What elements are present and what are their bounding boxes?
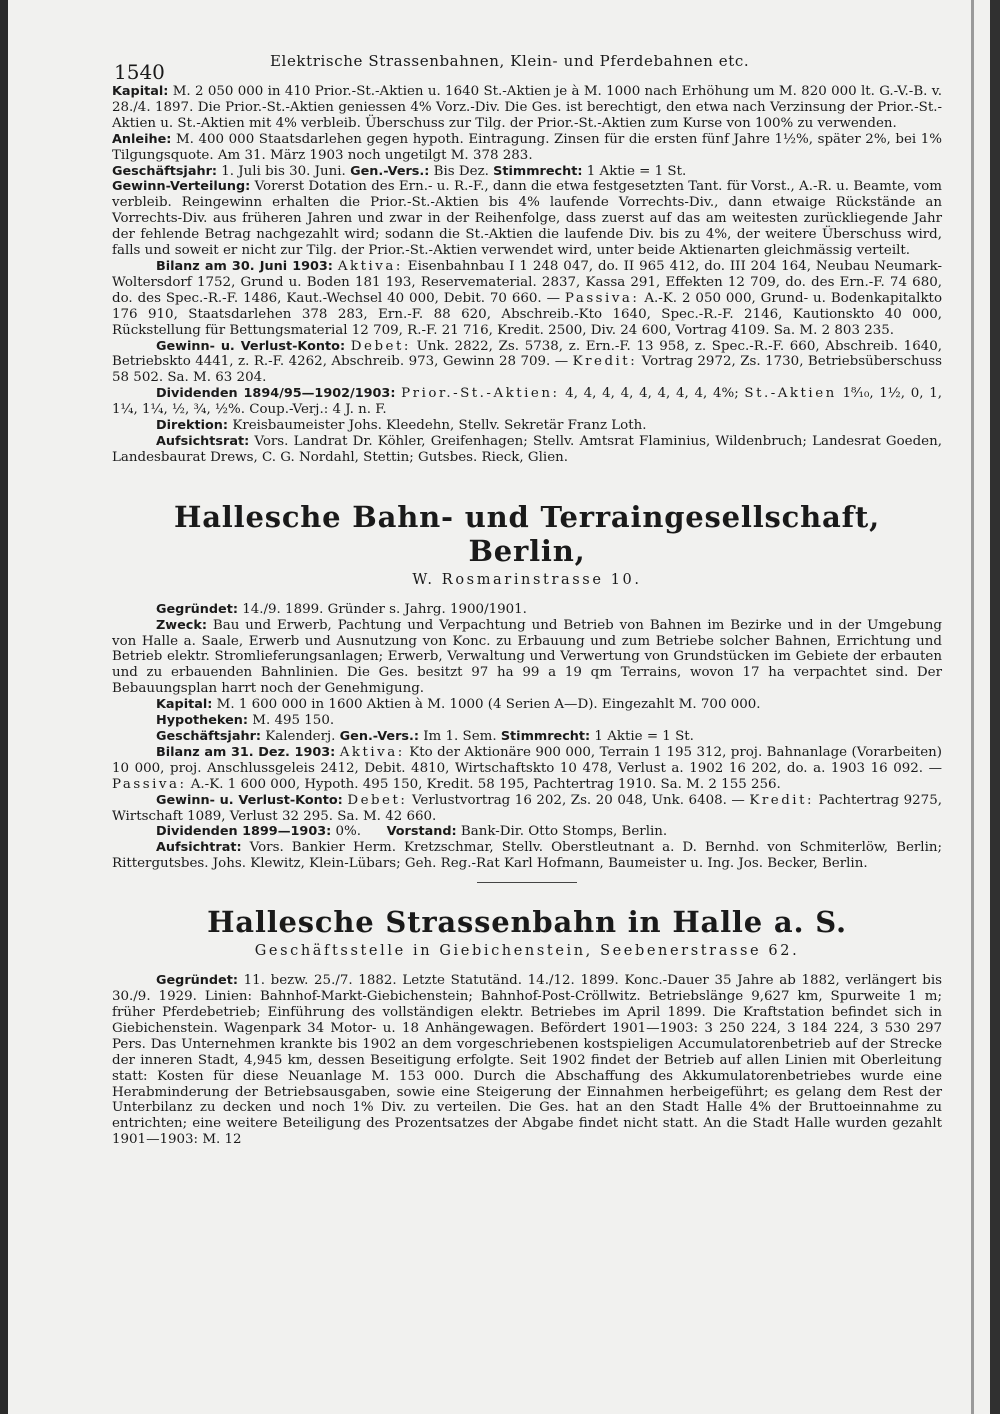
company1-section bbox=[112, 84, 942, 466]
label-genvers: Gen.-Vers.: bbox=[350, 163, 430, 179]
company1-anleihe bbox=[112, 132, 942, 164]
text-debet: Unk. 2822, Zs. 5738, z. Ern.-F. 13 958, z. Spec.-R.-F. 660, Abschreib. 1640, Betriebskto 4441, z. R.-F. 4262, Abschreib. 973, Gewinn 28 709. — bbox=[112, 338, 943, 370]
text-kapital: M. 2 050 000 in 410 Prior.-St.-Aktien u. 1640 St.-Aktien je à M. 1000 nach Erhöhung um M. 820 000 lt. G.-V.-B. v. 28./4. 1897. Die Prior.-St.-Aktien geniessen 4% Vorz.-Div. Die Ges. ist berechtigt, den etwa nach Verzinsung der Prior.-St.-Aktien u. St.-Aktien mit 4% verbleib. Überschuss zur Tilg. der Prior.-St.-Aktien zum Kurse von 100% zu verwenden. bbox=[112, 84, 942, 131]
text-geschaeftsjahr: 1. Juli bis 30. Juni. bbox=[221, 163, 346, 179]
label-passiva: Passiva: bbox=[112, 776, 187, 792]
company2-aufsichtrat bbox=[112, 840, 942, 872]
label-vorstand: Vorstand: bbox=[386, 824, 457, 840]
label-geschaeftsjahr: Geschäftsjahr: bbox=[112, 163, 217, 179]
company2-gegruendet bbox=[112, 602, 942, 618]
text-stimmrecht: 1 Aktie = 1 St. bbox=[594, 729, 694, 744]
company3-address: Geschäftsstelle in Giebichenstein, Seebenerstrasse 62. bbox=[254, 943, 800, 960]
label-dividenden: Dividenden 1899—1903: bbox=[156, 824, 332, 840]
label-passiva: Passiva: bbox=[564, 290, 640, 306]
text-passiva: A.-K. 1 600 000, Hypoth. 495 150, Kredit. 58 195, Pachtertrag 1910. Sa. M. 2 155 256. bbox=[190, 776, 781, 792]
label-kapital: Kapital: bbox=[112, 84, 169, 99]
label-debet: Debet: bbox=[347, 792, 408, 808]
company1-direktion bbox=[112, 418, 942, 434]
page-number: 1540 bbox=[114, 60, 165, 84]
company2-guv bbox=[112, 793, 942, 825]
text-aufsichtrat: Vors. Bankier Herm. Kretzschmar, Stellv. Oberstleutnant a. D. Bernhd. von Schmiterlöw, Berlin; Rittergutsbes. Johs. Klewitz, Klein-Lübars; Geh. Reg.-Rat Karl Hofmann, Baumeister u. Ing. Jos. Becker, Berlin. bbox=[112, 840, 942, 872]
label-bilanz: Bilanz am 31. Dez. 1903: bbox=[156, 744, 336, 760]
text-geschaeftsjahr: Kalenderj. bbox=[265, 729, 336, 744]
text-vorstand: Bank-Dir. Otto Stomps, Berlin. bbox=[460, 824, 668, 840]
label-guv: Gewinn- u. Verlust-Konto: bbox=[156, 338, 346, 354]
text-dividenden-a: Prior.-St.-Aktien: bbox=[401, 386, 560, 402]
text-dividenden-d: 1⁸⁄₁₀, 1½, 0, 1, 1¼, 1¼, ½, ¾, ½%. Coup.-Verj.: 4 J. n. F. bbox=[112, 386, 942, 418]
company1-dividenden bbox=[112, 386, 942, 418]
label-aktiva: Aktiva: bbox=[337, 258, 403, 274]
text-body: 11. bezw. 25./7. 1882. Letzte Statutänd. 14./12. 1899. Konc.-Dauer 35 Jahre ab 1882, verlängert bis 30./9. 1929. Linien: Bahnhof-Markt-Giebichenstein; Bahnhof-Post-Cröllwitz. Betriebslänge 9,627 km, Spurweite 1 m; früher Pferdebetrieb; Einführung des vollständigen elektr. Betriebes im April 1899. Die Kraftstation befindet sich in Giebichenstein. Wagenpark 34 Motor- u. 18 Anhängewagen. Befördert 1901—1903: 3 250 224, 3 184 224, 3 530 297 Pers. Das Unternehmen krankte bis 1902 an dem vorgeschriebenen kostspieligen Accumulatorenbetrieb auf der Strecke der inneren Stadt, 4,945 km, dessen Beseitigung erfolgte. Seit 1902 findet der Betrieb auf allen Linien mit Oberleitung statt: Kosten für diese Neuanlage M. 153 000. Durch die Abschaffung des Akkumulatorenbetriebes wurde eine Herabminderung der Betriebsausgaben, sowie eine Steigerung der Einnahmen herbeigeführt; es gelang dem Rest der Unterbilanz zu decken und noch 1% Div. zu verteilen. Die Ges. hat an den Stadt Halle 4% der Bruttoeinnahme zu entrichten; eine weitere Beteiligung des Prozentsatzes der Abgabe findet nicht statt. An die Stadt Halle wurden gezahlt 1901—1903: M. 12 bbox=[112, 973, 942, 1148]
text-genvers: Im 1. Sem. bbox=[423, 729, 497, 744]
label-stimmrecht: Stimmrecht: bbox=[493, 163, 583, 179]
text-direktion: Kreisbaumeister Johs. Kleedehn, Stellv. Sekretär Franz Loth. bbox=[232, 418, 647, 434]
text-kredit: Vortrag 2972, Zs. 1730, Betriebsüberschuss 58 502. Sa. M. 63 204. bbox=[112, 354, 943, 386]
label-bilanz: Bilanz am 30. Juni 1903: bbox=[156, 258, 333, 274]
text-anleihe: M. 400 000 Staatsdarlehen gegen hypoth. Eintragung. Zinsen für die ersten fünf Jahre 1½%, später 2%, bei 1% Tilgungsquote. Am 31. März 1903 noch ungetilgt M. 378 283. bbox=[112, 131, 942, 163]
company3-title: Hallesche Strassenbahn in Halle a. S. bbox=[207, 905, 847, 940]
text-kapital: M. 1 600 000 in 1600 Aktien à M. 1000 (4 Serien A—D). Eingezahlt M. 700 000. bbox=[216, 697, 761, 713]
section-divider bbox=[477, 882, 577, 883]
company2-dividenden bbox=[112, 824, 942, 840]
label-gewinnverteilung: Gewinn-Verteilung: bbox=[112, 179, 251, 195]
page bbox=[112, 40, 942, 1148]
text-dividenden: 0%. bbox=[335, 824, 362, 840]
text-aktiva: Eisenbahnbau I 1 248 047, do. II 965 412, do. III 204 164, Neubau Neumark-Woltersdorf 1752, Grund u. Boden 181 193, Reservematerial. 2837, Kassa 291, Effekten 12 709, do. des Ern.-F. 74 680, do. des Spec.-R.-F. 1486, Kaut.-Wechsel 40 000, Debit. 70 660. — bbox=[112, 258, 942, 306]
company2-hypotheken bbox=[112, 713, 942, 729]
label-guv: Gewinn- u. Verlust-Konto: bbox=[156, 792, 343, 808]
running-head-title: Elektrische Strassenbahnen, Klein- und Pferdebahnen etc. bbox=[270, 52, 750, 70]
label-genvers: Gen.-Vers.: bbox=[339, 729, 419, 744]
text-debet: Verlustvortrag 16 202, Zs. 20 048, Unk. 6408. — bbox=[411, 792, 745, 808]
company1-kapital bbox=[112, 84, 942, 132]
label-stimmrecht: Stimmrecht: bbox=[500, 729, 591, 744]
text-gewinnverteilung: Vorerst Dotation des Ern.- u. R.-F., dann die etwa festgesetzten Tant. für Vorst., A.-R. u. Beamte, vom verbleib. Reingewinn erhalten die Prior.-St.-Aktien bis 4% laufende Vorrechts-Div., dann etwaige Rückstände an Vorrechts-Div. aus früheren Jahren und zwar in der Reihenfolge, dass zuerst auf das am weitesten zurückliegende Jahr der fehlende Betrag nachgezahlt wird; sodann die St.-Aktien die laufende Div. bis zu 4%, der weitere Überschuss wird, falls und soweit er nicht zur Tilg. der Prior.-St.-Aktien verwendet wird, unter beide Aktienarten gleichmässig verteilt. bbox=[112, 179, 942, 259]
company2-bilanz bbox=[112, 745, 942, 793]
text-zweck: Bau und Erwerb, Pachtung und Verpachtung und Betrieb von Bahnen im Bezirke und in der Umgebung von Halle a. Saale, Erwerb und Ausnutzung von Konc. zu Erbauung und zum Betriebe solcher Bahnen, Errichtung und Betrieb elektr. Stromlieferungsanlagen; Erwerb, Verwaltung und Verwertung von Grundstücken im Gebiete der erbauten und zu erbauenden Bahnlinien. Die Ges. besitzt 97 ha 99 a 19 qm Terrains, wovon 17 ha verpachtet sind. Der Bebauungsplan harrt noch der Genehmigung. bbox=[112, 617, 942, 697]
label-gegruendet: Gegründet: bbox=[156, 601, 238, 617]
scan-edge-line bbox=[971, 0, 974, 1414]
company3-section bbox=[112, 905, 942, 1148]
scan-edge-left bbox=[0, 0, 8, 1414]
label-anleihe: Anleihe: bbox=[112, 131, 172, 147]
label-kredit: Kredit: bbox=[572, 354, 638, 370]
company2-section bbox=[112, 500, 942, 883]
text-kredit: Pachtertrag 9275, Wirtschaft 1089, Verlust 32 295. Sa. M. 42 660. bbox=[112, 792, 942, 824]
label-gegruendet: Gegründet: bbox=[156, 973, 238, 989]
text-aktiva: Kto der Aktionäre 900 000, Terrain 1 195 312, proj. Bahnanlage (Vorarbeiten) 10 000, proj. Anschlussgeleis 2412, Debit. 4810, Wirtschaftskto 10 478, Verlust a. 1902 16 202, do. a. 1903 16 092. — bbox=[112, 744, 942, 776]
label-kapital: Kapital: bbox=[156, 697, 213, 713]
label-aufsichtrat: Aufsichtrat: bbox=[156, 840, 242, 856]
text-hypotheken: M. 495 150. bbox=[252, 713, 335, 729]
label-kredit: Kredit: bbox=[749, 792, 814, 808]
label-debet: Debet: bbox=[350, 338, 411, 354]
label-dividenden: Dividenden 1894/95—1902/1903: bbox=[156, 386, 396, 402]
company2-geschaeftsjahr bbox=[112, 729, 942, 745]
company2-kapital bbox=[112, 697, 942, 713]
company2-address: W. Rosmarinstrasse 10. bbox=[412, 571, 642, 588]
text-stimmrecht: 1 Aktie = 1 St. bbox=[586, 163, 687, 179]
company1-geschaeftsjahr bbox=[112, 164, 942, 180]
company2-zweck bbox=[112, 618, 942, 698]
text-dividenden-c: St.-Aktien bbox=[744, 386, 837, 402]
text-genvers: Bis Dez. bbox=[433, 163, 489, 179]
company1-guv bbox=[112, 339, 942, 387]
label-geschaeftsjahr: Geschäftsjahr: bbox=[156, 729, 261, 744]
company3-body bbox=[112, 973, 942, 1148]
company1-aufsichtsrat bbox=[112, 434, 942, 466]
label-hypotheken: Hypotheken: bbox=[156, 713, 248, 729]
text-passiva: A.-K. 2 050 000, Grund- u. Bodenkapitalkto 176 910, Staatsdarlehen 378 283, Ern.-F. 88 620, Abschreib.-Kto 1640, Spec.-R.-F. 2146, Kautionskto 40 000, Rückstellung für Bettungsmaterial 12 709, R.-F. 21 716, Kredit. 2500, Div. 24 600, Vortrag 4109. Sa. M. 2 803 235. bbox=[112, 290, 943, 338]
label-zweck: Zweck: bbox=[156, 617, 207, 633]
text-aufsichtsrat: Vors. Landrat Dr. Köhler, Greifenhagen; Stellv. Amtsrat Flaminius, Wildenbruch; Landesrat Goeden, Landesbaurat Drews, C. G. Nordahl, Stettin; Gutsbes. Rieck, Glien. bbox=[112, 433, 942, 465]
scan-edge-right bbox=[990, 0, 1000, 1414]
text-dividenden-b: 4, 4, 4, 4, 4, 4, 4, 4, 4%; bbox=[565, 386, 739, 402]
label-aufsichtsrat: Aufsichtsrat: bbox=[156, 433, 250, 449]
company1-bilanz bbox=[112, 259, 942, 339]
label-aktiva: Aktiva: bbox=[339, 744, 405, 760]
company2-title: Hallesche Bahn- und Terraingesellschaft, Berlin, bbox=[174, 499, 880, 568]
text-gegruendet: 14./9. 1899. Gründer s. Jahrg. 1900/1901. bbox=[242, 601, 527, 617]
running-head bbox=[112, 40, 942, 84]
company1-gewinnverteilung bbox=[112, 179, 942, 259]
label-direktion: Direktion: bbox=[156, 418, 229, 434]
